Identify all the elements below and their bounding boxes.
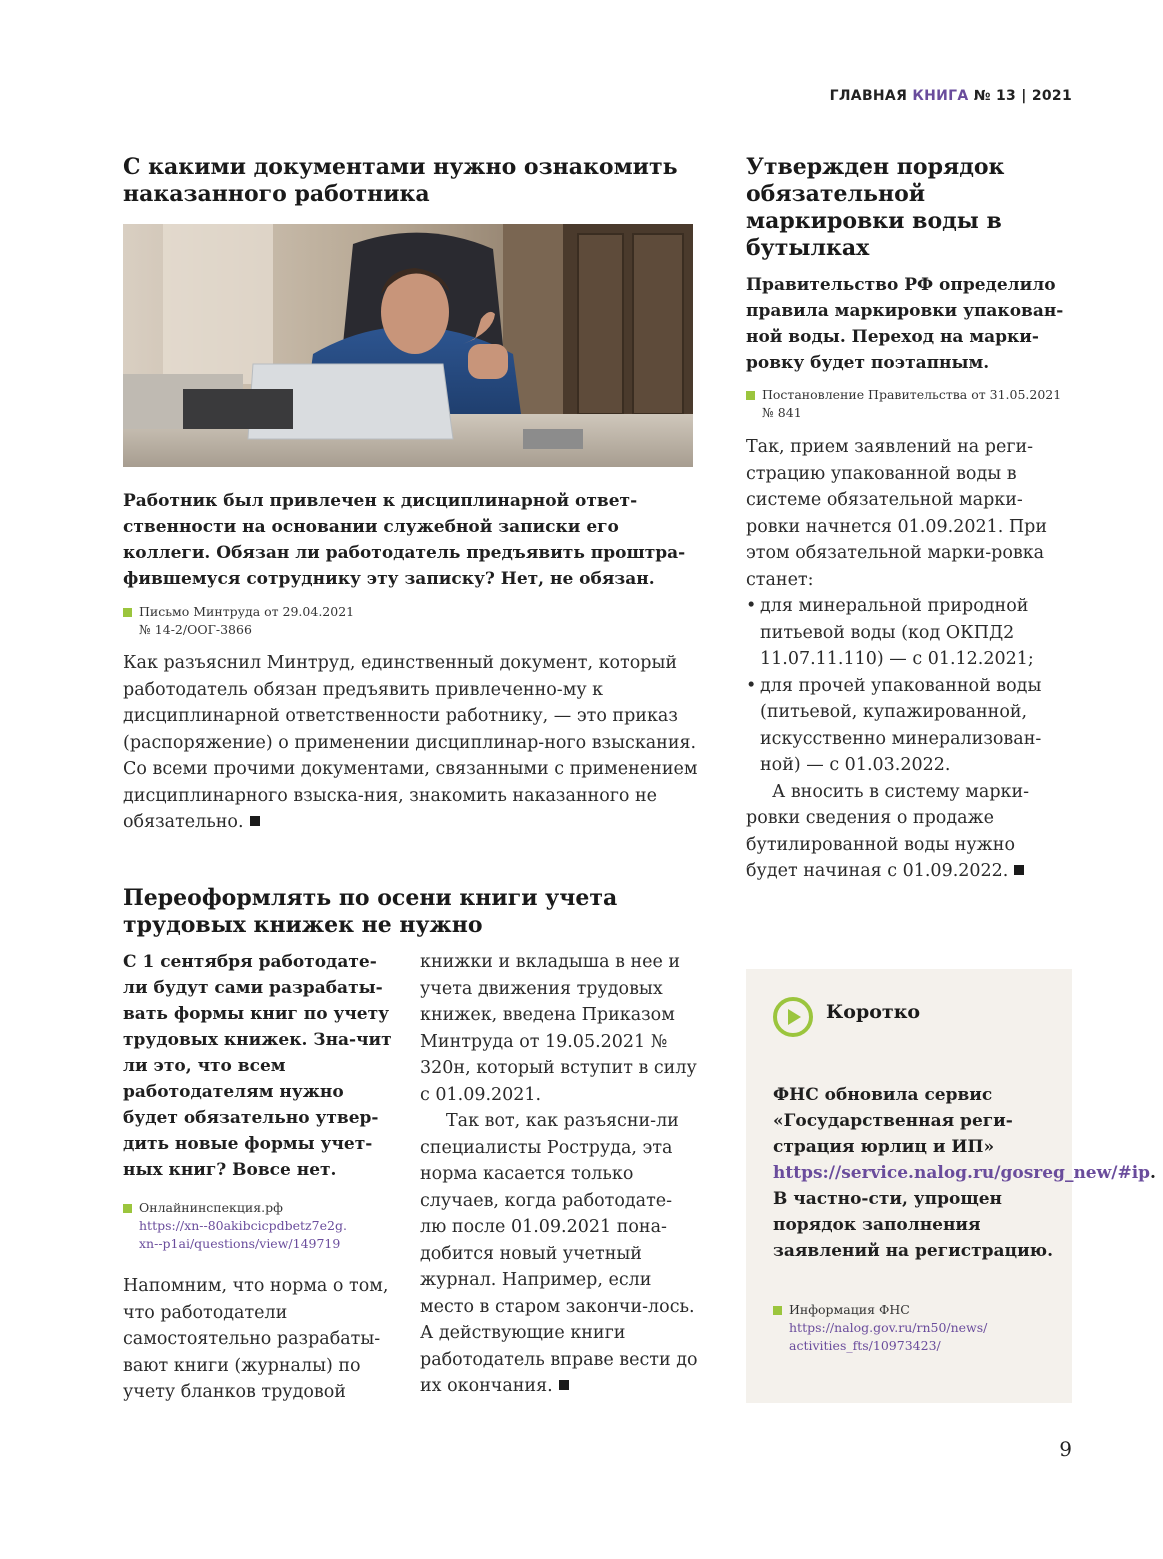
list-item: • для минеральной природной питьевой воды (код ОКПД2 11.07.11.110) — с 01.12.2021;	[746, 593, 1068, 673]
source-marker	[773, 1306, 782, 1315]
source-line: Информация ФНС	[789, 1302, 910, 1317]
source-link[interactable]: https://nalog.gov.ru/rn50/news/	[789, 1320, 988, 1335]
source-line: Письмо Минтруда от 29.04.2021	[139, 604, 355, 619]
source-marker	[746, 391, 755, 400]
source-line: Постановление Правительства от 31.05.2021	[762, 387, 1062, 402]
source-marker	[123, 1204, 132, 1213]
brand-accent: КНИГА	[912, 88, 969, 104]
office-worker-illustration	[123, 224, 693, 467]
article2-body-col1	[123, 1273, 398, 1406]
article3-title: Утвержден порядок обязательной маркировки воды в бутылках	[746, 154, 1005, 261]
article2-body-col2	[420, 949, 698, 1400]
article1-title: С какими документами нужно ознакомить наказанного работника	[123, 154, 678, 207]
source-link[interactable]: https://xn--80akibcicpdbetz7e2g.	[139, 1218, 347, 1233]
source-line: Онлайнинспекция.рф	[139, 1200, 283, 1215]
page-number: 9	[1059, 1437, 1072, 1461]
article2-lead: С 1 сентября работодате-ли будут сами разрабаты-вать формы книг по учету трудовых книжек. Зна-чит ли это, что всем работодателям нужно будет обязательно утвер-дить новые формы учет-ных книг? Вовсе нет.	[123, 952, 392, 1180]
article2-title: Переоформлять по осени книги учета трудовых книжек не нужно	[123, 885, 618, 938]
end-of-article-mark	[250, 816, 260, 826]
article3-source	[746, 386, 1087, 422]
article2-body-col2-p1: книжки и вкладыша в нее и учета движения трудовых книжек, введена Приказом Минтруда от 19.05.2021 № 320н, который вступит в силу с 01.09.2021.	[420, 952, 697, 1105]
short-news-text-after: . В частно-сти, упрощен порядок заполнения заявлений на регистрацию.	[773, 1163, 1156, 1261]
brand-main: ГЛАВНАЯ	[829, 88, 908, 104]
source-line: № 841	[762, 405, 802, 420]
source-link[interactable]: xn--p1ai/questions/view/149719	[139, 1236, 341, 1251]
article2-body-col1-text: Напомним, что норма о том, что работодатели самостоятельно разрабаты-вают книги (журналы) по учету бланков трудовой	[123, 1276, 389, 1402]
short-news-source	[773, 1301, 1079, 1355]
article1-body	[123, 650, 698, 836]
source-line: № 14-2/ООГ-3866	[139, 622, 252, 637]
issue-number: № 13 | 2021	[973, 88, 1072, 104]
end-of-article-mark	[1014, 865, 1024, 875]
source-link[interactable]: activities_fts/10973423/	[789, 1338, 941, 1353]
short-news-link[interactable]: https://service.nalog.ru/gosreg_new/#ip	[773, 1163, 1151, 1183]
short-news-text-before: ФНС обновила сервис «Государственная реги-страция юрлиц и ИП»	[773, 1085, 1013, 1157]
play-circle-icon	[772, 996, 814, 1038]
list-item: • для прочей упакованной воды (питьевой, купажированной, искусственно минерализован-ной) — с 01.03.2022.	[746, 673, 1068, 779]
article2-source	[123, 1199, 409, 1253]
article1-source	[123, 603, 699, 639]
article-photo	[123, 224, 693, 467]
short-news-box	[746, 969, 1156, 1403]
article3-body-p2: А вносить в систему марки-ровки сведения о продаже бутилированной воды нужно будет начиная с 01.09.2022.	[746, 781, 1030, 881]
article3-body-p1: Так, прием заявлений на реги-страцию упакованной воды в системе обязательной марки-ровки начнется 01.09.2021. При этом обязательной марки-ровка станет:	[746, 437, 1047, 590]
end-of-article-mark	[559, 1380, 569, 1390]
short-news-heading: Коротко	[826, 1001, 921, 1023]
source-marker	[123, 608, 132, 617]
article2-body-col2-p2: Так вот, как разъясни-ли специалисты Роструда, эта норма касается только случаев, когда работодате-лю после 01.09.2021 пона-добится новый учетный журнал. Например, если место в старом закончи-лось. А действующие книги работодатель вправе вести до их окончания.	[420, 1111, 698, 1396]
short-news-text	[773, 1082, 1156, 1264]
article3-lead: Правительство РФ определило правила маркировки упакован-ной воды. Переход на марки-ровку будет поэтапным.	[746, 275, 1064, 373]
article3-bullet-list	[746, 593, 1068, 779]
masthead	[830, 88, 1072, 104]
article1-lead: Работник был привлечен к дисциплинарной ответ-ственности на основании служебной записки его коллеги. Обязан ли работодатель предъявить проштра-фившемуся сотруднику эту записку? Нет, не обязан.	[123, 491, 686, 589]
article1-body-text: Как разъяснил Минтруд, единственный документ, который работодатель обязан предъявить привлеченно-му к дисциплинарной ответственности работнику, — это приказ (распоряжение) о применении дисциплинар-ного взыскания. Со всеми прочими документами, связанными с применением дисциплинарного взыска-ния, знакомить наказанного не обязательно.	[123, 653, 698, 832]
article3-body	[746, 434, 1068, 885]
